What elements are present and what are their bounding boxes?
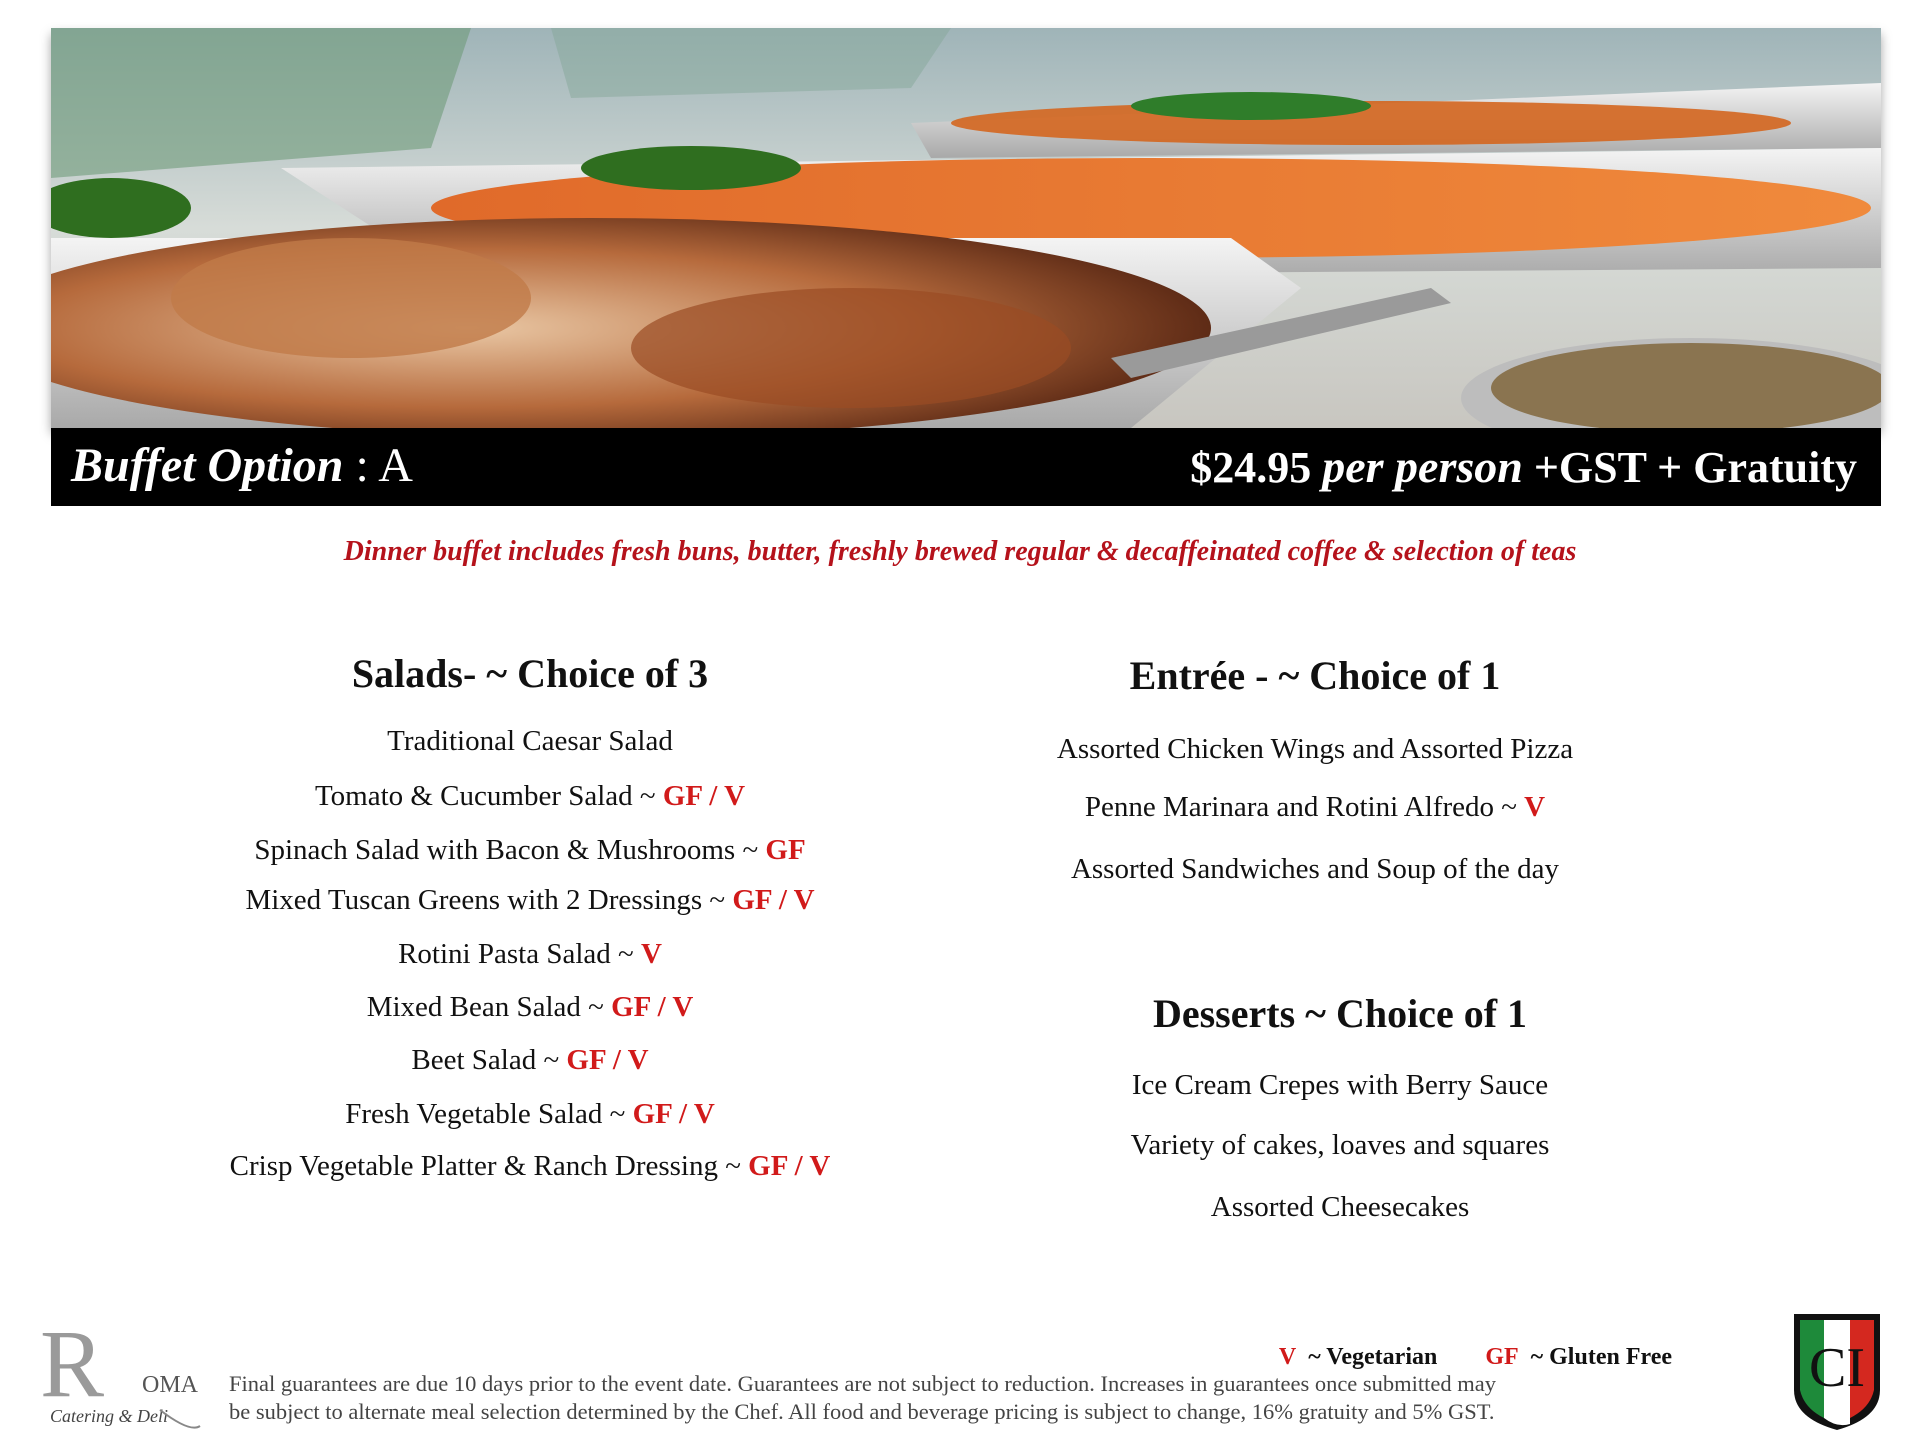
- dessert-item: Ice Cream Crepes with Berry Sauce: [1131, 1069, 1549, 1101]
- gluten-free-label: ~ Gluten Free: [1530, 1344, 1672, 1370]
- gluten-free-key: GF: [1485, 1344, 1519, 1370]
- roma-logo: [40, 1318, 210, 1433]
- entree-item: Assorted Sandwiches and Soup of the day: [1070, 853, 1560, 885]
- buffet-option-label: Buffet Option: [71, 439, 344, 492]
- salad-item: Rotini Pasta Salad ~ V: [398, 938, 662, 970]
- terms-line: Final guarantees are due 10 days prior to the event date. Guarantees are not subject to reduction. Increases in guarantees once submitted may: [229, 1371, 1497, 1396]
- includes-note: Dinner buffet includes fresh buns, butter, freshly brewed regular & decaffeinated coffee & selection of teas: [343, 536, 1577, 567]
- salad-item: Tomato & Cucumber Salad ~ GF / V: [314, 780, 746, 812]
- salads-section: [130, 0, 930, 1300]
- salad-item: Mixed Tuscan Greens with 2 Dressings ~ GF / V: [245, 884, 815, 916]
- title-separator: :: [355, 439, 369, 492]
- per-person-label: per person: [1322, 441, 1523, 492]
- logo-tagline: Catering & Deli: [50, 1406, 168, 1426]
- salad-item: Spinach Salad with Bacon & Mushrooms ~ GF: [254, 834, 806, 866]
- dessert-item: Assorted Cheesecakes: [1210, 1191, 1470, 1223]
- salad-item: Traditional Caesar Salad: [387, 725, 673, 757]
- desserts-heading: Desserts ~ Choice of 1: [1152, 991, 1528, 1036]
- salad-item: Mixed Bean Salad ~ GF / V: [366, 991, 694, 1023]
- dietary-legend: [1279, 1344, 1672, 1371]
- salads-heading: Salads- ~ Choice of 3: [351, 651, 709, 696]
- terms-text: [229, 1370, 1689, 1426]
- option-letter: A: [378, 439, 413, 492]
- dessert-item: Variety of cakes, loaves and squares: [1130, 1129, 1550, 1161]
- logo-name: OMA: [142, 1372, 199, 1398]
- terms-line: be subject to alternate meal selection determined by the Chef. All food and beverage pricing is subject to change, 16% gratuity and 5% GST.: [229, 1399, 1495, 1424]
- entree-item: Assorted Chicken Wings and Assorted Pizza: [1056, 733, 1574, 765]
- vegetarian-key: V: [1278, 1344, 1297, 1370]
- entree-item: Penne Marinara and Rotini Alfredo ~ V: [1084, 791, 1546, 823]
- price-amount: $24.95: [1190, 443, 1312, 492]
- crest-monogram: CI: [1809, 1337, 1865, 1399]
- entree-heading: Entrée - ~ Choice of 1: [1129, 653, 1501, 698]
- salad-item: Beet Salad ~ GF / V: [411, 1044, 649, 1076]
- salad-item: Crisp Vegetable Platter & Ranch Dressing ~ GF / V: [229, 1150, 831, 1182]
- price-suffix: +GST + Gratuity: [1533, 443, 1857, 492]
- roma-logo-mark: [40, 1318, 210, 1433]
- desserts-section: [940, 0, 1740, 1300]
- logo-letter: R: [40, 1318, 105, 1417]
- salad-item: Fresh Vegetable Salad ~ GF / V: [345, 1098, 715, 1130]
- crest-shield-icon: [1790, 1310, 1884, 1434]
- crest-logo: [1790, 1310, 1884, 1434]
- vegetarian-label: ~ Vegetarian: [1308, 1344, 1438, 1370]
